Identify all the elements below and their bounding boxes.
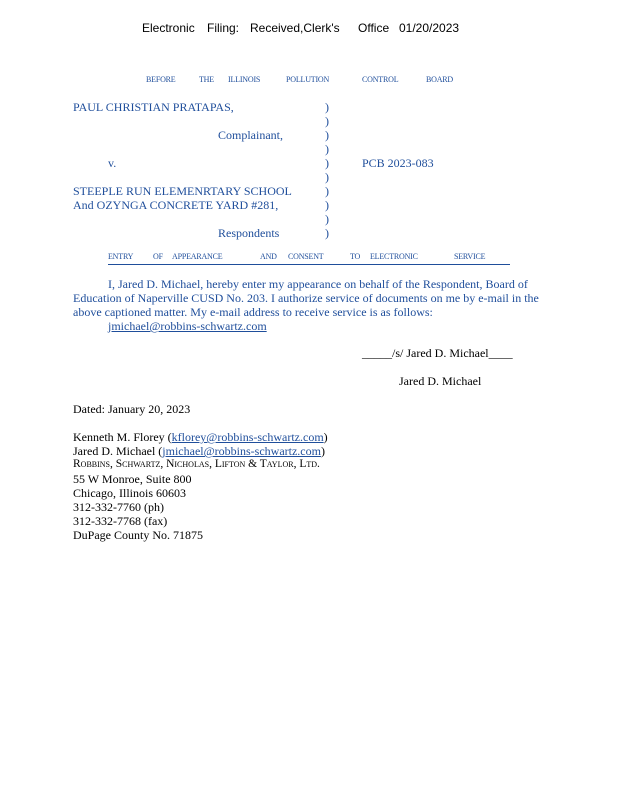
counsel-florey-name: Kenneth M. Florey (	[73, 430, 172, 444]
dated: Dated: January 20, 2023	[73, 402, 191, 416]
entry-title-word: APPEARANCE	[172, 252, 223, 261]
board-title-word: BOARD	[426, 75, 454, 84]
stamp-filing: Filing:	[207, 21, 240, 35]
body-line3: above captioned matter. My e-mail address to receive service is as follows:	[73, 305, 433, 319]
counsel-florey-email-link[interactable]: kflorey@robbins-schwartz.com	[171, 430, 324, 444]
case-number: PCB 2023-083	[362, 156, 434, 170]
firm-fax: 312-332-7768 (fax)	[73, 514, 168, 528]
board-title	[146, 75, 456, 87]
board-title-word: BEFORE	[146, 75, 176, 84]
stamp-office: Office	[358, 21, 390, 35]
caption-paren: )	[325, 212, 329, 226]
entry-title-word: ENTRY	[108, 252, 134, 261]
respondent-label: Respondents	[218, 226, 280, 240]
firm-city: Chicago, Illinois 60603	[73, 486, 186, 500]
caption-paren: )	[325, 156, 329, 170]
stamp-date: 01/20/2023	[399, 21, 460, 35]
entry-title-word: ELECTRONIC	[370, 252, 418, 261]
entry-title-word: CONSENT	[288, 252, 324, 261]
board-title-word: THE	[199, 75, 214, 84]
counsel-michael-close: )	[320, 444, 325, 458]
caption-paren: )	[325, 100, 329, 114]
stamp-received: Received,Clerk's	[250, 21, 340, 35]
caption-paren: )	[325, 114, 329, 128]
board-title-word: CONTROL	[362, 75, 399, 84]
caption-paren: )	[325, 128, 329, 142]
body-email-link[interactable]: jmichael@robbins-schwartz.com	[108, 319, 267, 333]
counsel-michael	[73, 444, 325, 459]
versus: v.	[108, 156, 117, 170]
law-firm-name: Robbins, Schwartz, Nicholas, Lifton & Taylor, Ltd.	[73, 458, 320, 470]
caption-paren: )	[325, 226, 329, 240]
counsel-michael-name: Jared D. Michael (	[73, 444, 163, 458]
complainant-name: PAUL CHRISTIAN PRATAPAS,	[73, 100, 234, 114]
signature-line: _____/s/ Jared D. Michael____	[362, 346, 513, 360]
caption-paren: )	[325, 142, 329, 156]
firm-phone: 312-332-7760 (ph)	[73, 500, 164, 514]
caption-paren: )	[325, 198, 329, 212]
firm-county-number: DuPage County No. 71875	[73, 528, 203, 542]
entry-title-word: SERVICE	[454, 252, 486, 261]
complainant-label: Complainant,	[218, 128, 283, 142]
entry-title-word: AND	[260, 252, 277, 261]
signature-name: Jared D. Michael	[399, 374, 482, 388]
entry-title-word: OF	[153, 252, 163, 261]
caption-paren: )	[325, 184, 329, 198]
counsel-florey-close: )	[323, 430, 328, 444]
firm-street: 55 W Monroe, Suite 800	[73, 472, 192, 486]
entry-title-word: TO	[350, 252, 361, 261]
filing-stamp	[142, 21, 472, 37]
caption-paren: )	[325, 170, 329, 184]
respondent-line2: And OZYNGA CONCRETE YARD #281,	[73, 198, 279, 212]
body-line1: I, Jared D. Michael, hereby enter my appearance on behalf of the Respondent, Board of	[108, 277, 528, 291]
board-title-word: ILLINOIS	[228, 75, 261, 84]
stamp-electronic: Electronic	[142, 21, 195, 35]
counsel-michael-email-link[interactable]: jmichael@robbins-schwartz.com	[162, 444, 321, 458]
respondent-line1: STEEPLE RUN ELEMENRTARY SCHOOL	[73, 184, 292, 198]
body-line2: Education of Naperville CUSD No. 203. I authorize service of documents on me by e-mail in the	[73, 291, 539, 305]
entry-title	[108, 252, 510, 265]
counsel-florey	[73, 430, 328, 445]
board-title-word: POLLUTION	[286, 75, 330, 84]
